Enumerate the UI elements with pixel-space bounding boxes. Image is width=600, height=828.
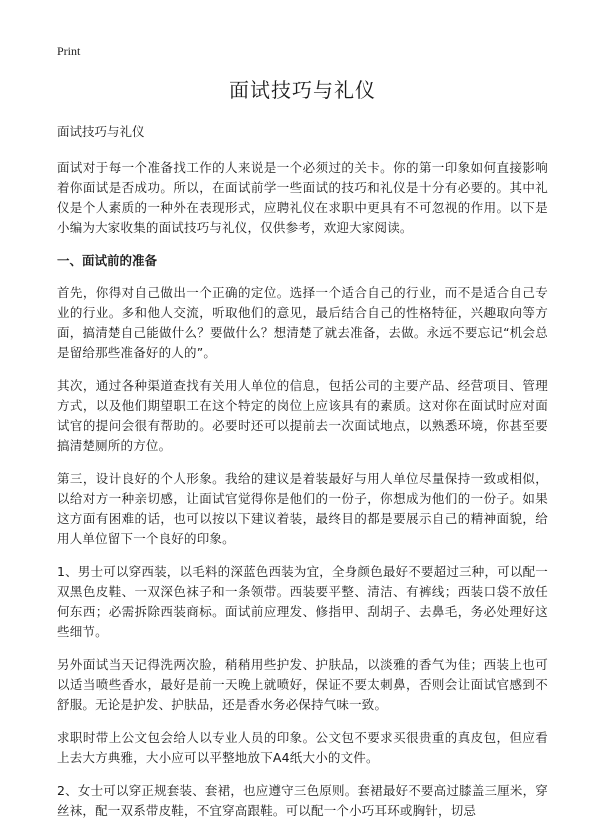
paragraph-women-attire: 2、女士可以穿正规套装、套裙，也应遵守三色原则。套裙最好不要高过膝盖三厘米，穿丝袜，配一双系带皮鞋，不宜穿高跟鞋。可以配一个小巧耳环或胸针，切忌 bbox=[57, 783, 548, 818]
print-label[interactable]: Print bbox=[57, 44, 81, 58]
paragraph-positioning: 首先，你得对自己做出一个正确的定位。选择一个适合自己的行业，而不是适合自己专业的行业。多和他人交流，听取他们的意见，最后结合自己的性格特征，兴趣取向等方面，搞清楚自己能做什么？要做什么？想清楚了就去准备，去做。永远不要忘记“机会总是留给那些准备好的人的”。 bbox=[57, 285, 548, 360]
paragraph-grooming: 另外面试当天记得洗两次脸，稍稍用些护发、护肤品，以淡雅的香气为佳；西装上也可以适当喷些香水，最好是前一天晚上就喷好，保证不要太刺鼻，否则会让面试官感到不舒服。无论是护发、护肤品，还是香水务必保持气味一致。 bbox=[57, 657, 548, 712]
paragraph-briefcase: 求职时带上公文包会给人以专业人员的印象。公文包不要求买很贵重的真皮包，但应看上去大方典雅，大小应可以平整地放下A4纸大小的文件。 bbox=[57, 730, 548, 765]
document-title: 面试技巧与礼仪 bbox=[229, 78, 376, 102]
paragraph-research: 其次，通过各种渠道查找有关用人单位的信息，包括公司的主要产品、经营项目、管理方式，以及他们期望职工在这个特定的岗位上应该具有的素质。这对你在面试时应对面试官的提问会很有帮助的。必要时还可以提前去一次面试地点，以熟悉环境，你甚至要搞清楚厕所的方位。 bbox=[57, 378, 548, 453]
paragraph-image: 第三，设计良好的个人形象。我给的建议是着装最好与用人单位尽量保持一致或相似，以给对方一种亲切感，让面试官觉得你是他们的一份子，你想成为他们的一份子。如果这方面有困难的话，也可以按以下建议着装，最终目的都是要展示自己的精神面貌，给用人单位留下一个良好的印象。 bbox=[57, 471, 548, 546]
document-subtitle: 面试技巧与礼仪 bbox=[57, 124, 145, 139]
paragraph-men-attire: 1、男士可以穿西装，以毛料的深蓝色西装为宜，全身颜色最好不要超过三种，可以配一双黑色皮鞋、一双深色袜子和一条领带。西装要平整、清洁、有裤线；西装口袋不放任何东西；必需拆除西装商标。面试前应理发、修指甲、刮胡子、去鼻毛，务必处理好这些细节。 bbox=[57, 564, 548, 639]
section-heading-preparation: 一、面试前的准备 bbox=[57, 253, 158, 268]
intro-paragraph: 面试对于每一个准备找工作的人来说是一个必须过的关卡。你的第一印象如何直接影响着你面试是否成功。所以，在面试前学一些面试的技巧和礼仪是十分有必要的。其中礼仪是个人素质的一种外在表现形式，应聘礼仪在求职中更具有不可忽视的作用。以下是小编为大家收集的面试技巧与礼仪，仅供参考，欢迎大家阅读。 bbox=[57, 160, 548, 235]
